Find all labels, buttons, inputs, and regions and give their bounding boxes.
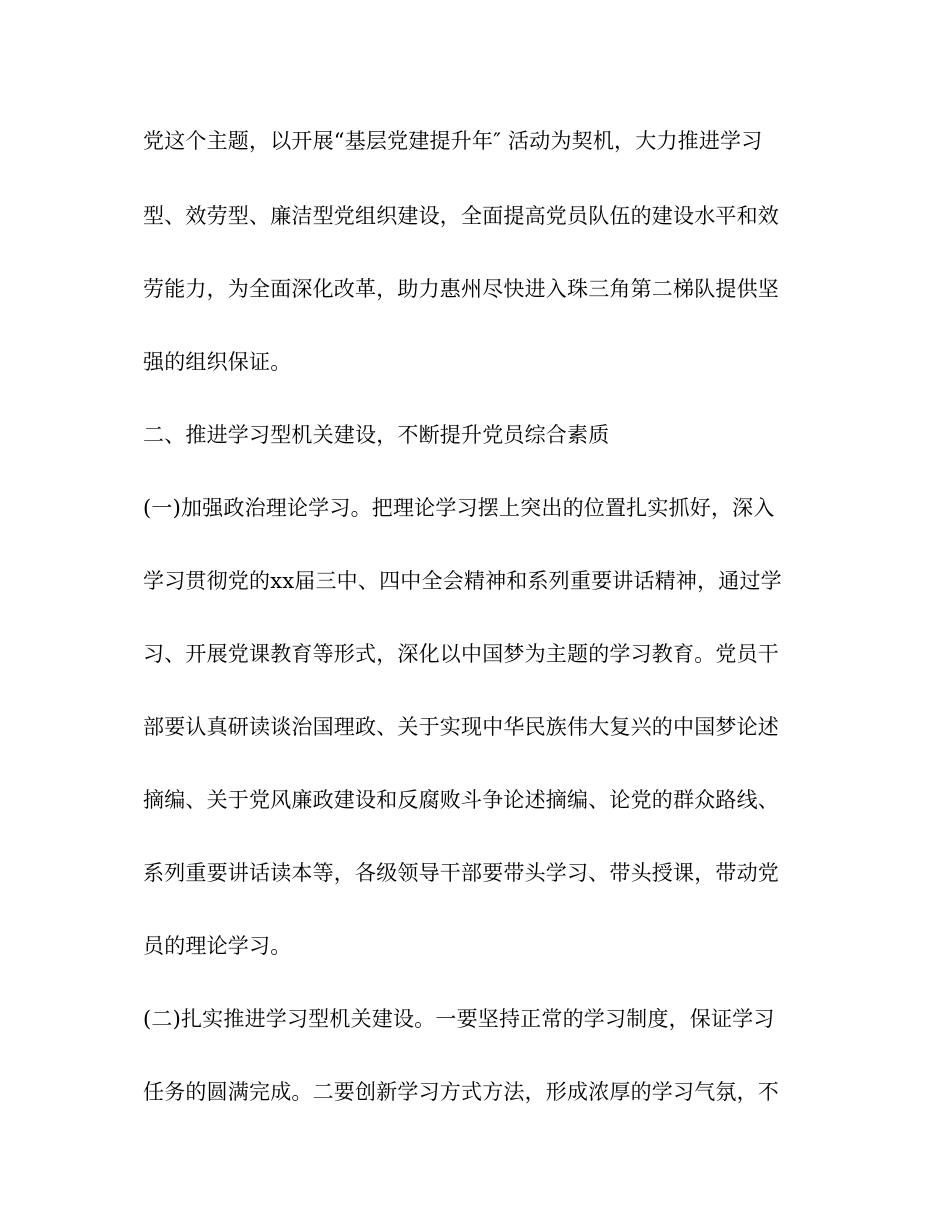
text-line-6: (一)加强政治理论学习。把理论学习摆上突出的位置扎实抓好，深入 bbox=[143, 496, 775, 520]
text-line-13: (二)扎实推进学习型机关建设。一要坚持正常的学习制度，保证学习 bbox=[143, 1007, 775, 1031]
text-line-14: 任务的圆满完成。二要创新学习方式方法，形成浓厚的学习气氛，不 bbox=[143, 1080, 779, 1104]
text-line-10: 摘编、关于党风廉政建设和反腐败斗争论述摘编、论党的群众路线、 bbox=[143, 788, 779, 812]
text-line-3: 劳能力，为全面深化改革，助力惠州尽快进入珠三角第二梯队提供坚 bbox=[143, 277, 779, 301]
text-line-4: 强的组织保证。 bbox=[143, 350, 292, 374]
section-heading: 二、推进学习型机关建设，不断提升党员综合素质 bbox=[143, 423, 610, 447]
text-line-7: 学习贯彻党的xx届三中、四中全会精神和系列重要讲话精神，通过学 bbox=[143, 569, 782, 593]
text-line-8: 习、开展党课教育等形式，深化以中国梦为主题的学习教育。党员干 bbox=[143, 642, 779, 666]
text-line-9: 部要认真研读谈治国理政、关于实现中华民族伟大复兴的中国梦论述 bbox=[143, 715, 779, 739]
text-line-2: 型、效劳型、廉洁型党组织建设，全面提高党员队伍的建设水平和效 bbox=[143, 204, 779, 228]
text-line-1: 党这个主题，以开展“基层党建提升年″ 活动为契机，大力推进学习 bbox=[143, 129, 763, 153]
text-line-12: 员的理论学习。 bbox=[143, 934, 292, 958]
text-line-11: 系列重要讲话读本等，各级领导干部要带头学习、带头授课，带动党 bbox=[143, 861, 779, 885]
